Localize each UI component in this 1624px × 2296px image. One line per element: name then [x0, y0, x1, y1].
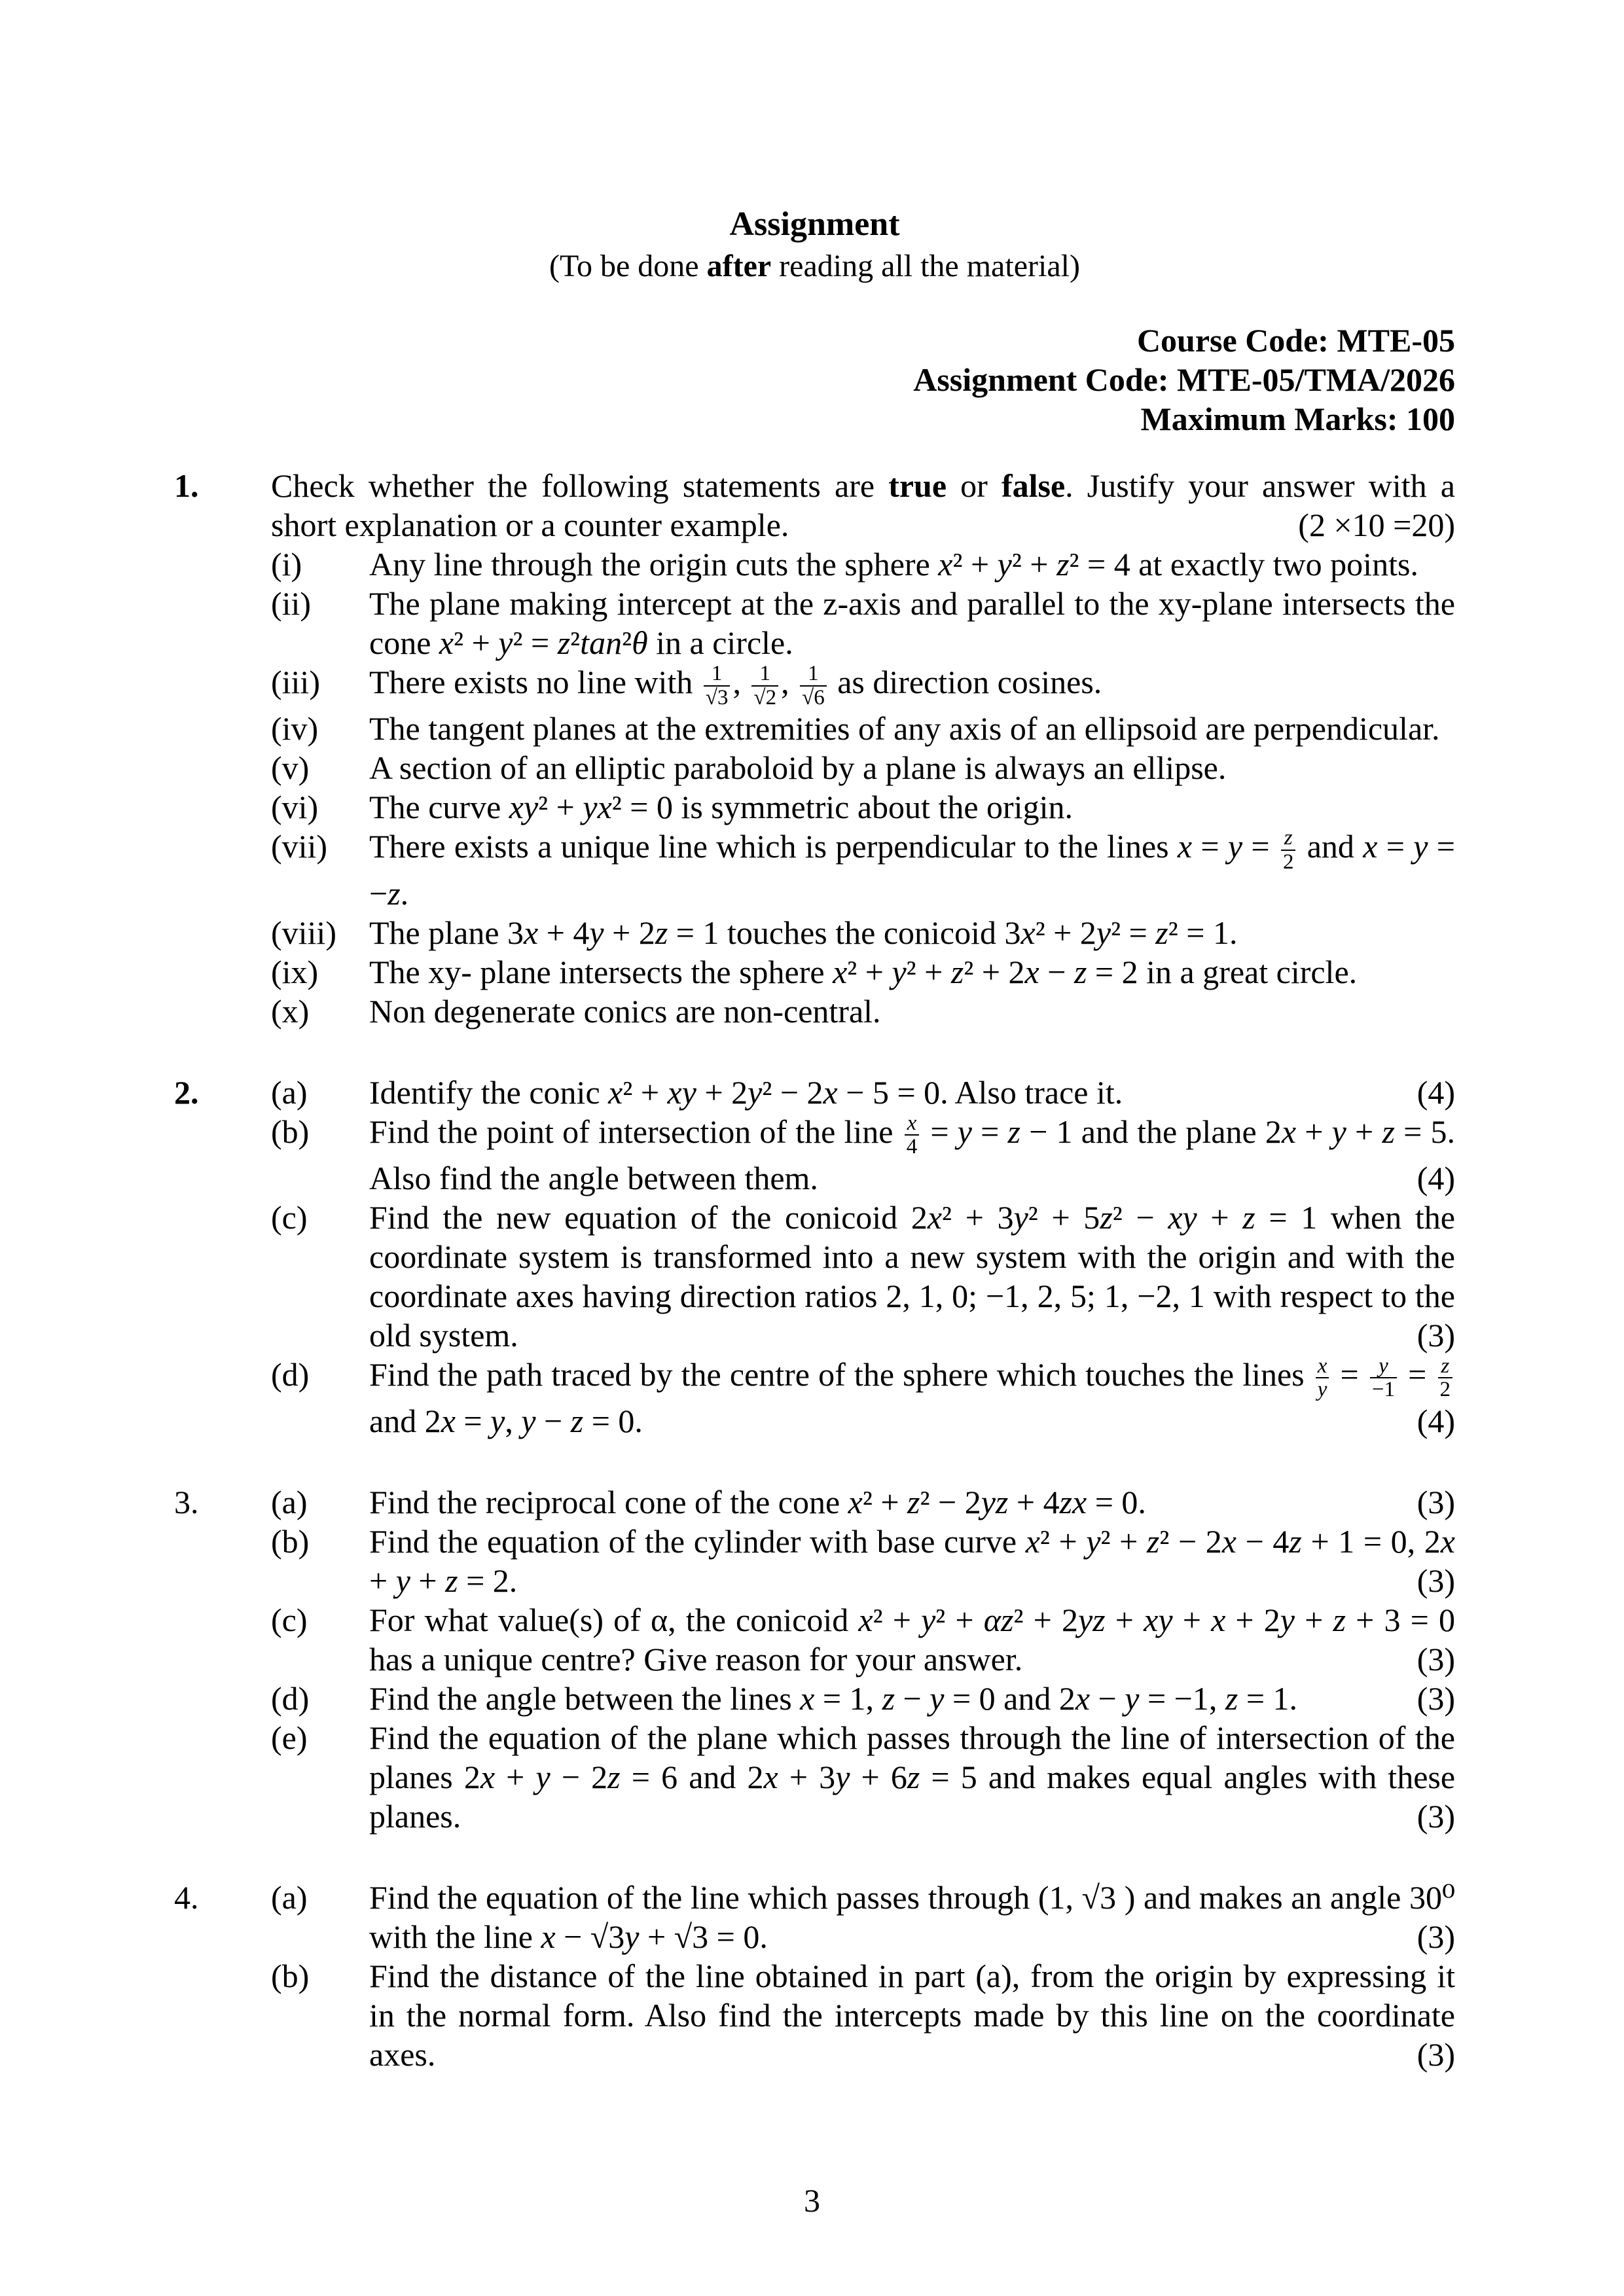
fraction: $\frac{x}{4}$ — [905, 1112, 920, 1158]
item-text-content: For what value(s) of α, the conicoid x² + y² + αz² + 2yz + xy + x + 2y + z + 3 = 0 has a unique centre? Give reason for your answer. — [369, 1602, 1455, 1678]
item-marks: (3) — [1416, 1798, 1455, 1835]
item-text: Non degenerate conics are non-central. — [369, 992, 881, 1030]
item-text-content: Find the distance of the line obtained in part (a), from the origin by expressing it in the normal form. Also find the intercepts made by this line on the coordinate axes. — [369, 1958, 1455, 2073]
meta-block — [174, 321, 1455, 439]
item-row — [271, 1718, 1455, 1836]
item-row — [271, 913, 1455, 952]
item-text — [369, 1355, 1455, 1441]
document-content — [174, 204, 1455, 2074]
item-row — [271, 992, 1455, 1031]
item-text-content: Find the equation of the cylinder with base curve x² + y² + z² − 2x − 4z + 1 = 0, 2x + y + z = 2. — [369, 1523, 1455, 1600]
page-number: 3 — [804, 2182, 820, 2219]
item-text-content: Find the new equation of the conicoid 2x² + 3y² + 5z² − xy + z = 1 when the coordinate system is transformed into a new system with the origin and with the coordinate axes having direction ratios 2, 1, 0; −1, 2, 5; 1, −2, 1 with respect to the old system. — [369, 1198, 1455, 1354]
item-text-content: Find the reciprocal cone of the cone x² + z² − 2yz + 4zx = 0. — [369, 1484, 1146, 1521]
fraction: $\frac{z}{2}$ — [1281, 827, 1296, 873]
item-label: (e) — [271, 1719, 308, 1757]
item-row — [271, 748, 1455, 787]
item-text: The tangent planes at the extremities of any axis of an ellipsoid are perpendicular. — [369, 710, 1440, 747]
item-marks: (3) — [1416, 1918, 1455, 1956]
page-title: Assignment — [729, 206, 900, 243]
assignment-code-line: Assignment Code: MTE-05/TMA/2026 — [913, 361, 1455, 398]
item-row — [271, 662, 1455, 709]
item-text-content: Find the equation of the line which passes through (1, √3 ) and makes an angle 30⁰ with the line x − √3y + √3 = 0. — [369, 1879, 1455, 1956]
item-label: (c) — [271, 1198, 308, 1236]
item-row — [271, 1878, 1455, 1956]
item-row — [271, 952, 1455, 992]
item-text: There exists no line with $\frac{1}{√3}$ , $\frac{1}{√2}$ , $\frac{1}{√6}$ as direction cosines. — [369, 661, 1102, 709]
item-text — [369, 1073, 1455, 1112]
item-text — [369, 1718, 1455, 1836]
item-text: A section of an elliptic paraboloid by a plane is always an ellipse. — [369, 749, 1227, 787]
item-text: Any line through the origin cuts the sphere x² + y² + z² = 4 at exactly two points. — [369, 545, 1418, 583]
question-1 — [174, 466, 1455, 1031]
item-row — [271, 787, 1455, 827]
item-label: (a) — [271, 1073, 308, 1111]
item-text — [369, 1522, 1455, 1600]
item-text: The curve xy² + yx² = 0 is symmetric about the origin. — [369, 789, 1073, 826]
item-row — [271, 545, 1455, 584]
item-row — [271, 1482, 1455, 1522]
item-text — [369, 1956, 1455, 2074]
item-label: (d) — [271, 1355, 310, 1393]
item-marks: (4) — [1416, 1159, 1455, 1196]
item-label: (c) — [271, 1602, 308, 1639]
item-marks: (3) — [1416, 1484, 1455, 1521]
item-row — [271, 1956, 1455, 2074]
item-label: (a) — [271, 1484, 308, 1521]
item-label: (b) — [271, 1523, 310, 1560]
item-marks: (4) — [1416, 1073, 1455, 1111]
question-number: 2. — [174, 1073, 199, 1111]
item-text — [369, 1112, 1455, 1198]
item-text — [369, 1600, 1455, 1679]
item-row — [271, 1355, 1455, 1441]
item-label: (d) — [271, 1680, 310, 1717]
item-label: (iii) — [271, 663, 320, 700]
item-row — [271, 1112, 1455, 1198]
item-text: The plane making intercept at the z-axis and parallel to the xy-plane intersects the cone x² + y² = z²tan²θ in a circle. — [369, 584, 1455, 661]
item-text — [369, 1482, 1455, 1522]
item-text-content: Find the point of intersection of the line $\frac{x}{4}$ = y = z − 1 and the plane 2x + y + z = 5. Also find the angle between them. — [369, 1111, 1455, 1196]
item-label: (a) — [271, 1879, 308, 1916]
item-row — [271, 1073, 1455, 1112]
question-number: 1. — [174, 467, 199, 504]
question-body — [271, 1073, 1455, 1441]
item-text: There exists a unique line which is perpendicular to the lines x = y = $\frac{z}{2}$ and x = y = −z. — [369, 826, 1455, 912]
question-2 — [174, 1073, 1455, 1441]
course-code-line: Course Code: MTE-05 — [1136, 321, 1455, 359]
fraction: $\frac{x}{y}$ — [1316, 1355, 1329, 1401]
item-marks: (3) — [1416, 1680, 1455, 1717]
item-text-content: Identify the conic x² + xy + 2y² − 2x − 5 = 0. Also trace it. — [369, 1073, 1123, 1111]
item-label: (b) — [271, 1113, 310, 1150]
item-text-content: Find the equation of the plane which passes through the line of intersection of the planes 2x + y − 2z = 6 and 2x + 3y + 6z = 5 and makes equal angles with these planes. — [369, 1719, 1456, 1835]
item-text-content: Find the angle between the lines x = 1, z − y = 0 and 2x − y = −1, z = 1. — [369, 1680, 1298, 1717]
page-subtitle: (To be done after reading all the material) — [549, 249, 1080, 284]
item-row — [271, 584, 1455, 662]
question-intro-marks: (2 ×10 =20) — [1298, 506, 1455, 543]
maximum-marks-line: Maximum Marks: 100 — [1140, 400, 1455, 437]
item-text — [369, 1878, 1455, 1956]
fraction: $\frac{1}{√2}$ — [751, 662, 778, 709]
item-marks: (3) — [1416, 1562, 1455, 1600]
item-label: (vii) — [271, 828, 328, 865]
item-text-content: Find the path traced by the centre of the sphere which touches the lines $\frac{x}{y}$ = $\frac{y}{-1}$ = $\frac{z}{2}$ and 2x = y, y − z = 0. — [369, 1356, 1455, 1439]
question-number: 4. — [174, 1879, 199, 1916]
item-row — [271, 709, 1455, 748]
question-4 — [174, 1878, 1455, 2074]
item-label: (v) — [271, 749, 310, 787]
question-body — [271, 1482, 1455, 1836]
item-label: (vi) — [271, 789, 319, 826]
item-marks: (4) — [1416, 1403, 1455, 1440]
question-body — [271, 466, 1455, 1031]
item-row — [271, 1600, 1455, 1679]
item-label: (viii) — [271, 914, 336, 951]
item-marks: (3) — [1416, 1316, 1455, 1354]
question-number: 3. — [174, 1484, 199, 1521]
question-intro — [271, 466, 1455, 545]
item-row — [271, 1522, 1455, 1600]
fraction: $\frac{y}{-1}$ — [1370, 1355, 1397, 1401]
fraction: $\frac{1}{√3}$ — [704, 662, 731, 709]
item-label: (ix) — [271, 953, 319, 990]
question-intro-text: Check whether the following statements are true or false. Justify your answer with a short explanation or a counter example. — [271, 467, 1456, 543]
item-text — [369, 1679, 1455, 1718]
item-row — [271, 827, 1455, 912]
question-body — [271, 1878, 1455, 2074]
item-label: (iv) — [271, 710, 319, 747]
item-text: The plane 3x + 4y + 2z = 1 touches the conicoid 3x² + 2y² = z² = 1. — [369, 914, 1238, 951]
item-label: (b) — [271, 1958, 310, 1995]
fraction: $\frac{1}{√6}$ — [800, 662, 827, 709]
item-text: The xy- plane intersects the sphere x² + y² + z² + 2x − z = 2 in a great circle. — [369, 953, 1358, 990]
item-text — [369, 1198, 1455, 1355]
item-label: (x) — [271, 992, 310, 1030]
item-row — [271, 1679, 1455, 1718]
item-label: (i) — [271, 545, 302, 583]
item-marks: (3) — [1416, 2036, 1455, 2073]
question-3 — [174, 1482, 1455, 1836]
item-row — [271, 1198, 1455, 1355]
fraction: $\frac{z}{2}$ — [1438, 1355, 1453, 1401]
item-marks: (3) — [1416, 1641, 1455, 1678]
item-label: (ii) — [271, 584, 312, 622]
